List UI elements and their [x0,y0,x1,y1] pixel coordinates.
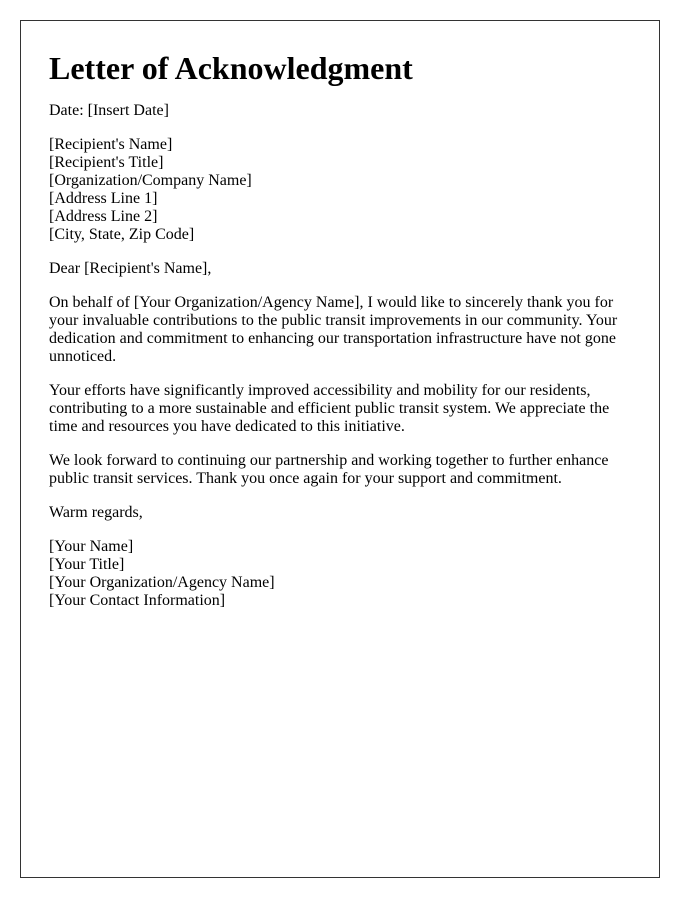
recipient-name: [Recipient's Name] [49,136,173,153]
recipient-title: [Recipient's Title] [49,154,164,171]
sender-organization: [Your Organization/Agency Name] [49,574,275,591]
closing: Warm regards, [49,504,143,521]
sender-name: [Your Name] [49,538,134,555]
recipient-city-state-zip: [City, State, Zip Code] [49,226,195,243]
date-line: Date: [Insert Date] [49,102,169,119]
body-paragraph-3: We look forward to continuing our partnership and working together to further enhance public transit services. Thank you once again for your support and commitment. [49,452,609,487]
recipient-address-line-1: [Address Line 1] [49,190,158,207]
letter-page [20,20,660,878]
letter-title: Letter of Acknowledgment [49,50,413,86]
recipient-address-line-2: [Address Line 2] [49,208,158,225]
recipient-address-block [49,136,631,244]
sender-contact-information: [Your Contact Information] [49,592,226,609]
recipient-organization: [Organization/Company Name] [49,172,252,189]
sender-title: [Your Title] [49,556,125,573]
body-paragraph-1: On behalf of [Your Organization/Agency Name], I would like to sincerely thank you for your invaluable contributions to the public transit improvements in our community. Your dedication and commitment to enhancing our transportation infrastructure have not gone unnoticed. [49,294,618,365]
body-paragraph-2: Your efforts have significantly improved accessibility and mobility for our residents, contributing to a more sustainable and efficient public transit system. We appreciate the time and resources you have dedicated to this initiative. [49,382,610,435]
signature-block [49,538,631,610]
salutation: Dear [Recipient's Name], [49,260,212,277]
